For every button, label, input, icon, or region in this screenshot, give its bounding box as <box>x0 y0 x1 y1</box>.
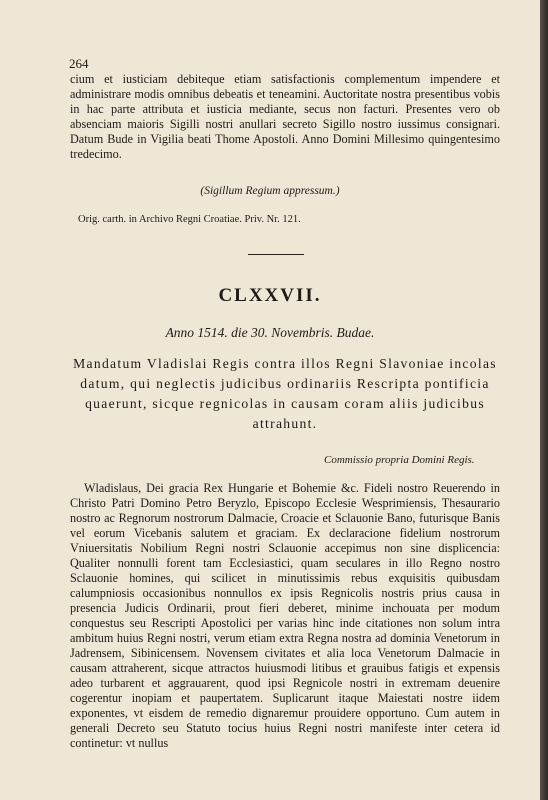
page-edge <box>540 0 548 800</box>
source-note: Orig. carth. in Archivo Regni Croatiae. Priv. Nr. 121. <box>78 214 301 225</box>
continuation-paragraph: cium et iusticiam debiteque etiam satisfactionis complementum impendere et administrare modis omnibus debeatis et teneamini. Auctoritate nostra presentibus vobis in hac parte attributa et iusticia mediante, secus non facturi. Presentes vero ob absenciam maioris Sigilli nostri anullari secreto Sigillo nostro iussimus consignari. Datum Bude in Vigilia beati Thome Apostoli. Anno Domini Millesimo quingentesimo tredecimo. <box>70 72 500 161</box>
seal-note: (Sigillum Regium appressum.) <box>200 185 340 197</box>
document-summary: Mandatum Vladislai Regis contra illos Regni Slavoniae incolas datum, qui neglectis judicibus ordinariis Rescripta pontificia quaerunt, sicque regnicolas in causam coram aliis judicibus attrahunt. <box>73 356 497 431</box>
date-line: Anno 1514. die 30. Novembris. Budae. <box>165 325 375 340</box>
document-number: CLXXVII. <box>218 285 322 306</box>
commission-note: Commissio propria Domini Regis. <box>324 454 475 466</box>
page-number: 264 <box>69 56 89 71</box>
document-body: Wladislaus, Dei gracia Rex Hungarie et Bohemie &c. Fideli nostro Reuerendo in Christo Patri Domino Petro Beryzlo, Episcopo Ecclesie Wesprimiensis, Thesaurario nostro ac Regnorum nostrorum Dalmacie, Croacie et Sclauonie Bano, futurisque Banis vel eorum Vicebanis salutem et graciam. Ex declaracione fidelium nostrorum Vniuersitatis Nobilium Regni nostri Sclauonie accepimus non sine displicencia: Qualiter nonnulli forent tam Ecclesiastici, quam seculares in illo Regno nostro Sclauonie homines, qui scilicet in minutissimis rebus exquisitis quibusdam calumpniosis occasionibus nonnullos ex ipsis Regnicolis nostris prius causa in presencia Judicis Ordinarii, prout fieri deberet, minime inchouata per modum conquestus seu Rescripti Apostolici per varias hinc inde citationes non solum intra ambitum huius Regni nostri, verum etiam extra Regna nostra ad dominia Venetorum in Jadrensem, Sibinicensem. Novensem civitates et alia loca Venetorum Dalmacie in causam attraherent, sicque attractos huiusmodi litibus et grauibus fatigis et expensis adeo turbarent et aggrauarent, quod ipsi Regnicole nostri in extremam deuenire cogerentur inopiam et paupertatem. Suplicarunt itaque Maiestati nostre iidem exponentes, vt eisdem de remedio dignaremur prouidere opportuno. Cum autem in generali Decreto seu Statuto tocius huius Regni nostri manifeste inter cetera id continetur: vt nullus <box>70 481 500 750</box>
section-divider <box>248 254 304 255</box>
